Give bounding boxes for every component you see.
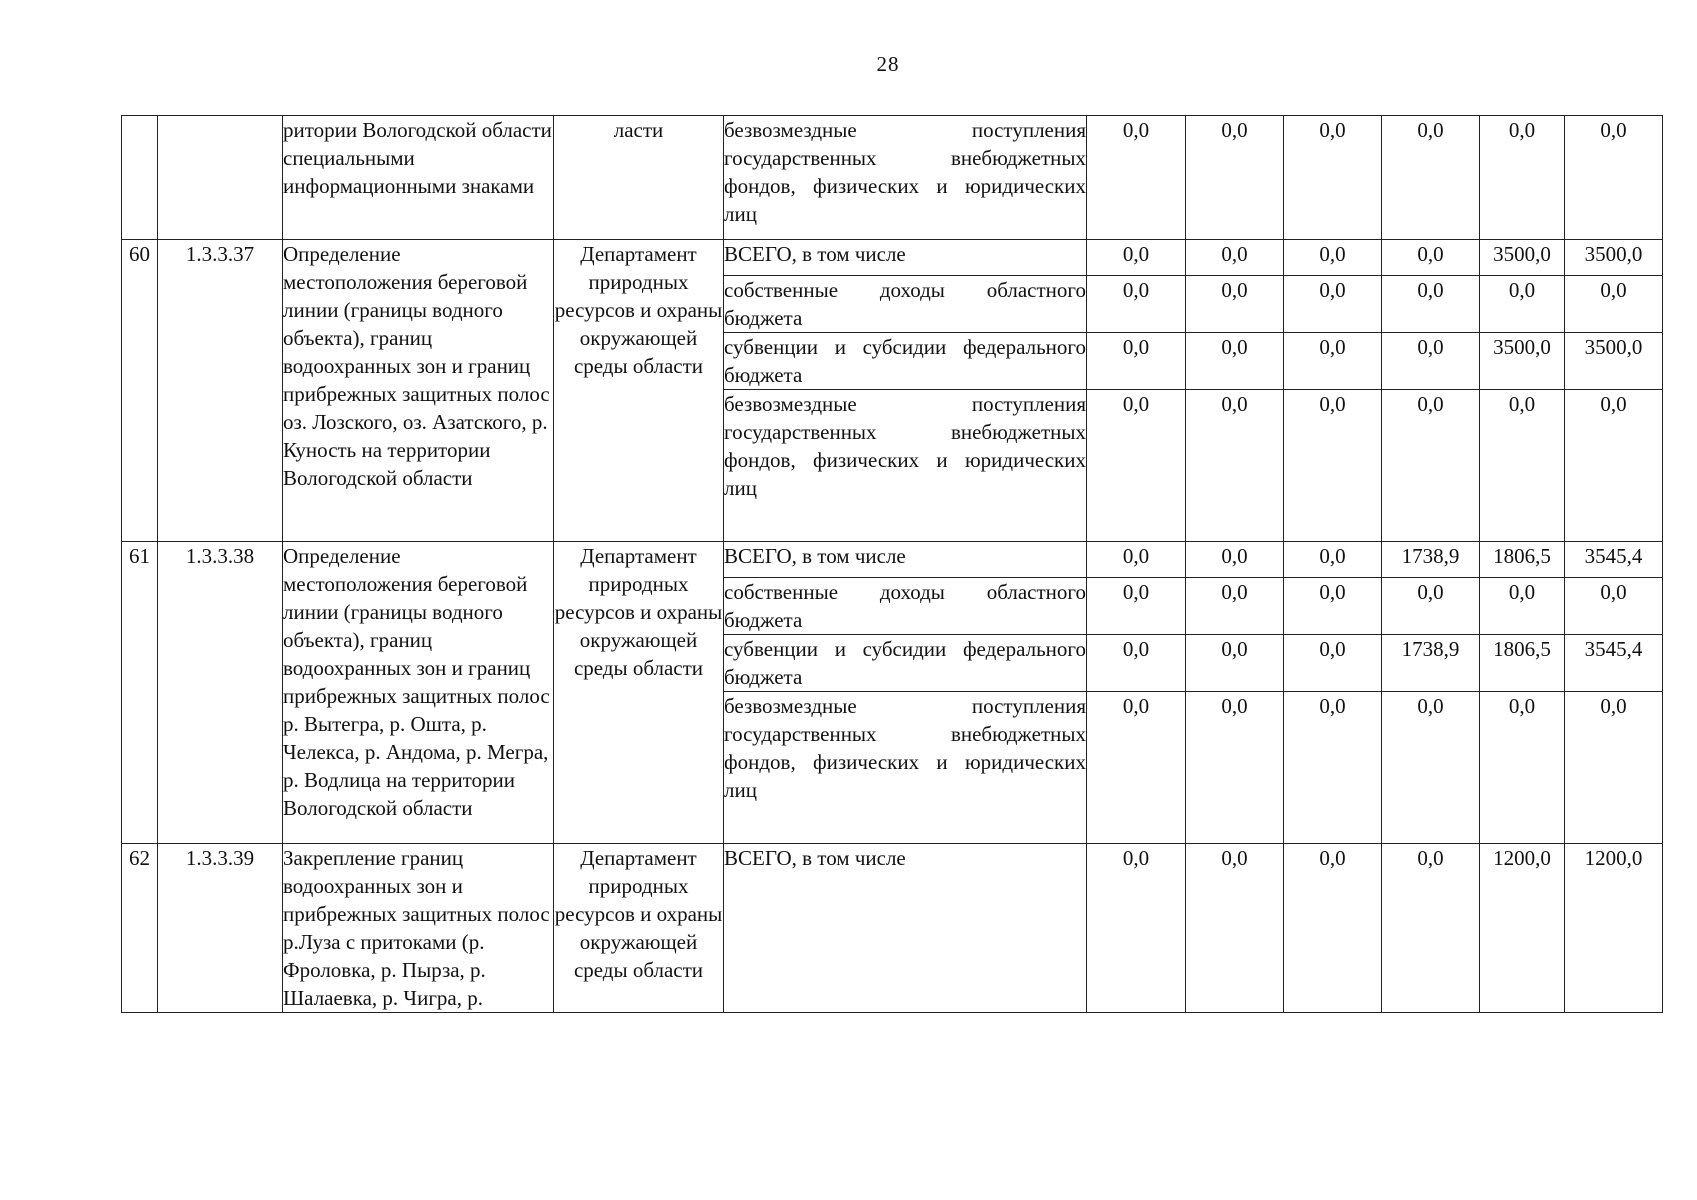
table-row (122, 116, 1663, 240)
amount-cell: 0,0 (1186, 542, 1284, 578)
amount-cell: 0,0 (1186, 844, 1284, 1013)
amount-cell: 0,0 (1186, 635, 1284, 692)
row-number: 62 (122, 844, 158, 1013)
amount-cell: 0,0 (1284, 276, 1382, 333)
executor: Департамент природных ресурсов и охраны окружающей среды области (554, 240, 724, 542)
funding-source: субвенции и субсидии федерального бюджета (724, 333, 1087, 390)
measure-name: ритории Вологодской области специальными информационными знаками (283, 116, 554, 240)
row-number: 60 (122, 240, 158, 542)
amount-cell: 0,0 (1284, 240, 1382, 276)
funding-source: субвенции и субсидии федерального бюджета (724, 635, 1087, 692)
page-number: 28 (876, 52, 900, 76)
funding-source: ВСЕГО, в том числе (724, 844, 1087, 1013)
amount-cell: 0,0 (1284, 844, 1382, 1013)
amount-cell: 0,0 (1382, 276, 1480, 333)
amount-cell: 0,0 (1565, 692, 1663, 844)
amount-cell: 1738,9 (1382, 635, 1480, 692)
amount-cell: 0,0 (1382, 390, 1480, 542)
table-row (122, 844, 1663, 1013)
amount-cell: 0,0 (1087, 692, 1186, 844)
funding-table (121, 115, 1663, 1013)
amount-cell: 0,0 (1087, 578, 1186, 635)
amount-cell: 0,0 (1565, 276, 1663, 333)
funding-source: безвозмездные поступления государственных внебюджетных фондов, физических и юридических лиц (724, 692, 1087, 844)
amount-cell: 0,0 (1087, 276, 1186, 333)
amount-cell: 0,0 (1284, 542, 1382, 578)
amount-cell: 0,0 (1480, 116, 1565, 240)
amount-cell: 3500,0 (1480, 240, 1565, 276)
amount-cell: 0,0 (1284, 116, 1382, 240)
measure-name: Определение местоположения береговой линии (границы водного объекта), границ водоохранных зон и границ прибрежных защитных полос оз. Лозского, оз. Азатского, р. Куность на территории Вологодской области (283, 240, 554, 542)
amount-cell: 0,0 (1565, 390, 1663, 542)
measure-code: 1.3.3.37 (158, 240, 283, 542)
amount-cell: 0,0 (1284, 692, 1382, 844)
funding-source: ВСЕГО, в том числе (724, 240, 1087, 276)
amount-cell: 3545,4 (1565, 635, 1663, 692)
amount-cell: 0,0 (1382, 240, 1480, 276)
table-row (122, 240, 1663, 276)
amount-cell: 3500,0 (1480, 333, 1565, 390)
funding-source: безвозмездные поступления государственных внебюджетных фондов, физических и юридических лиц (724, 390, 1087, 542)
amount-cell: 0,0 (1382, 116, 1480, 240)
amount-cell: 0,0 (1382, 578, 1480, 635)
amount-cell: 0,0 (1565, 116, 1663, 240)
amount-cell: 0,0 (1087, 240, 1186, 276)
measure-name: Определение местоположения береговой линии (границы водного объекта), границ водоохранных зон и границ прибрежных защитных полос р. Вытегра, р. Ошта, р. Челекса, р. Андома, р. Мегра, р. Водлица на территории Вологодской области (283, 542, 554, 844)
table-row (122, 542, 1663, 578)
executor: Департамент природных ресурсов и охраны окружающей среды области (554, 844, 724, 1013)
amount-cell: 0,0 (1382, 333, 1480, 390)
executor: Департамент природных ресурсов и охраны окружающей среды области (554, 542, 724, 844)
measure-code: 1.3.3.39 (158, 844, 283, 1013)
amount-cell: 1806,5 (1480, 542, 1565, 578)
amount-cell: 3545,4 (1565, 542, 1663, 578)
measure-name: Закрепление границ водоохранных зон и прибрежных защитных полос р.Луза с притоками (р. Фроловка, р. Пырза, р. Шалаевка, р. Чигра, р. (283, 844, 554, 1013)
amount-cell: 0,0 (1284, 333, 1382, 390)
amount-cell: 0,0 (1186, 276, 1284, 333)
amount-cell: 1806,5 (1480, 635, 1565, 692)
amount-cell: 0,0 (1382, 692, 1480, 844)
row-number (122, 116, 158, 240)
amount-cell: 0,0 (1284, 635, 1382, 692)
amount-cell: 0,0 (1480, 276, 1565, 333)
amount-cell: 0,0 (1087, 390, 1186, 542)
amount-cell: 0,0 (1186, 390, 1284, 542)
funding-source: собственные доходы областного бюджета (724, 578, 1087, 635)
amount-cell: 0,0 (1087, 542, 1186, 578)
amount-cell: 0,0 (1565, 578, 1663, 635)
amount-cell: 1200,0 (1565, 844, 1663, 1013)
funding-source: безвозмездные поступления государственных внебюджетных фондов, физических и юридических лиц (724, 116, 1087, 240)
funding-source: собственные доходы областного бюджета (724, 276, 1087, 333)
executor: ласти (554, 116, 724, 240)
amount-cell: 0,0 (1480, 692, 1565, 844)
measure-code: 1.3.3.38 (158, 542, 283, 844)
funding-source: ВСЕГО, в том числе (724, 542, 1087, 578)
amount-cell: 0,0 (1186, 240, 1284, 276)
amount-cell: 3500,0 (1565, 240, 1663, 276)
amount-cell: 0,0 (1480, 578, 1565, 635)
amount-cell: 0,0 (1284, 390, 1382, 542)
amount-cell: 0,0 (1087, 844, 1186, 1013)
amount-cell: 0,0 (1087, 116, 1186, 240)
row-number: 61 (122, 542, 158, 844)
amount-cell: 3500,0 (1565, 333, 1663, 390)
amount-cell: 1738,9 (1382, 542, 1480, 578)
amount-cell: 0,0 (1186, 333, 1284, 390)
amount-cell: 0,0 (1186, 116, 1284, 240)
amount-cell: 1200,0 (1480, 844, 1565, 1013)
measure-code (158, 116, 283, 240)
amount-cell: 0,0 (1186, 578, 1284, 635)
amount-cell: 0,0 (1284, 578, 1382, 635)
amount-cell: 0,0 (1480, 390, 1565, 542)
amount-cell: 0,0 (1186, 692, 1284, 844)
amount-cell: 0,0 (1087, 635, 1186, 692)
amount-cell: 0,0 (1087, 333, 1186, 390)
amount-cell: 0,0 (1382, 844, 1480, 1013)
